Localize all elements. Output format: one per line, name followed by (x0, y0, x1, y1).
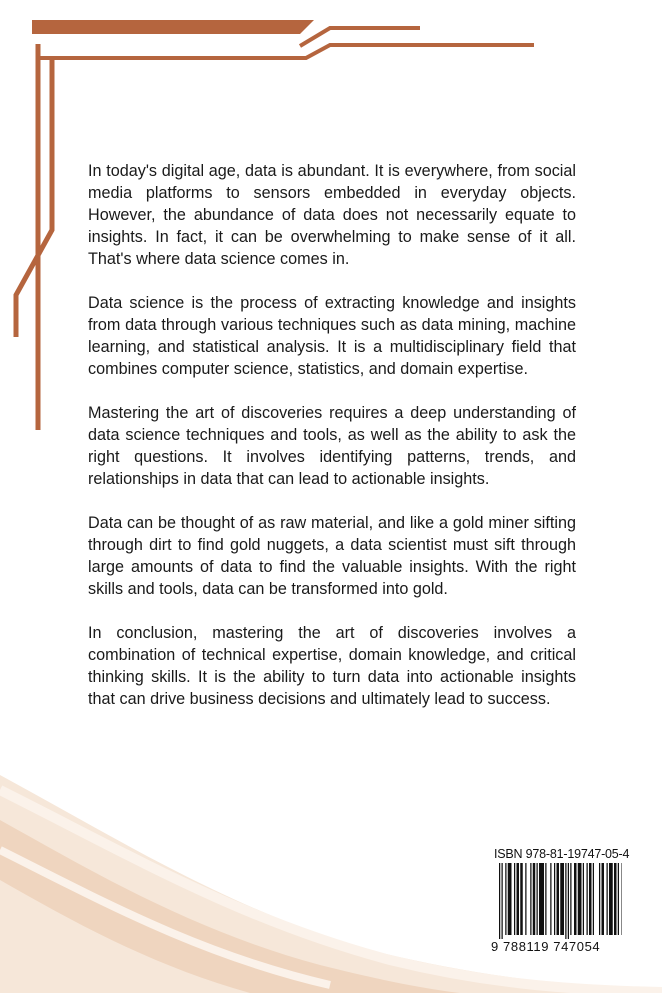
barcode-bar (550, 863, 551, 935)
paragraph-5: In conclusion, mastering the art of discoveries involves a combination of technical expertise, domain knowledge, and critical thinking skills. It is the ability to turn data into actionable insights that can drive business decisions and ultimately lead to success. (88, 624, 576, 708)
paragraph-2: Data science is the process of extracting knowledge and insights from data through various techniques such as data mining, machine learning, and statistical analysis. It is a multidisciplinary field that combines computer science, statistics, and domain expertise. (88, 294, 576, 378)
barcode-bar (614, 863, 617, 935)
barcode-bar (505, 863, 506, 935)
barcode-bar (502, 863, 503, 939)
paragraph-4: Data can be thought of as raw material, and like a gold miner sifting through dirt to find gold nuggets, a data scientist must sift through large amounts of data to find the valuable insights. With the right skills and tools, data can be transformed into gold. (88, 514, 576, 598)
isbn-barcode-block (491, 845, 630, 955)
left-vertical-line-inner (16, 60, 52, 337)
barcode-bar (574, 863, 577, 935)
barcode-bar (565, 863, 566, 939)
barcode-bar (607, 863, 608, 935)
barcode-bar (560, 863, 564, 935)
barcode-bar (583, 863, 584, 935)
barcode-bar (593, 863, 594, 935)
barcode-bar (602, 863, 605, 935)
barcode-bar (537, 863, 538, 935)
barcode-bar (589, 863, 592, 935)
barcode-bar (539, 863, 544, 935)
barcode-bar (609, 863, 613, 935)
barcode-bar (578, 863, 582, 935)
barcode-bar (554, 863, 555, 935)
barcode-bar (530, 863, 531, 935)
barcode-bar (545, 863, 546, 935)
barcode-bar (499, 863, 500, 939)
barcode (491, 863, 622, 939)
paragraph-1: In today's digital age, data is abundant. It is everywhere, from social media platforms to sensors embedded in everyday objects. However, the abundance of data does not necessarily equate to insights. In fact, it can be overwhelming to make sense of it all. That's where data science comes in. (88, 162, 576, 268)
barcode-bar (520, 863, 523, 935)
barcode-bar (514, 863, 515, 935)
top-thick-bar (32, 20, 314, 34)
barcode-bar (525, 863, 526, 935)
isbn-label: ISBN 978-81-19747-05-4 (494, 847, 630, 861)
barcode-bar (517, 863, 520, 935)
barcode-bar (618, 863, 619, 935)
paragraph-3: Mastering the art of discoveries requires a deep understanding of data science techniques and tools, as well as the ability to ask the right questions. It involves identifying patterns, trends, and relationships in data that can lead to actionable insights. (88, 404, 576, 488)
back-cover-text (88, 160, 576, 732)
barcode-bar (533, 863, 536, 935)
barcode-bar (599, 863, 600, 935)
barcode-bar (568, 863, 569, 939)
barcode-bar (622, 863, 623, 935)
barcode-bar (587, 863, 588, 935)
barcode-bar (508, 863, 512, 935)
barcode-digits: 9 788119 747054 (491, 939, 601, 954)
barcode-bar (557, 863, 560, 935)
barcode-bar (570, 863, 571, 935)
top-right-line-lower (38, 45, 534, 58)
